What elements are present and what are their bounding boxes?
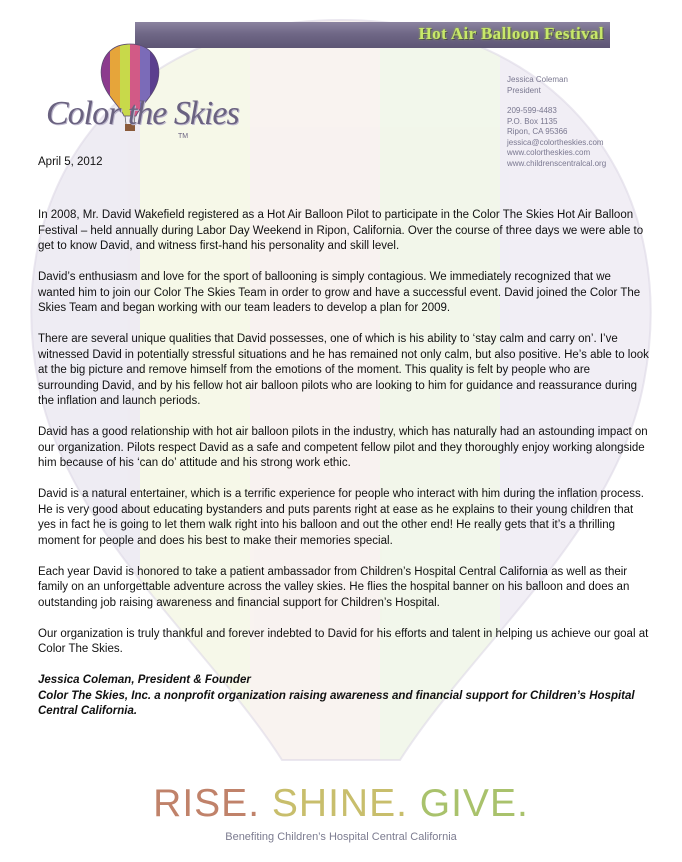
paragraph: Our organization is truly thankful and forever indebted to David for his efforts and talent in helping us achieve our goal at Color The Skies.	[38, 627, 649, 655]
logo-trademark: TM	[178, 133, 189, 140]
slogan-give: GIVE.	[419, 782, 529, 825]
paragraph: David is a natural entertainer, which is a terrific experience for people who interact with him during the inflation process. He is very good about educating bystanders and puts parents right at ease as he explains to their young children that yes in fact he is going to let them walk right into his balloon and out the other end! He really gets that it’s a thrilling moment for people and does his best to make their memories special.	[38, 488, 644, 547]
paragraph: David’s enthusiasm and love for the sport of ballooning is simply contagious. We immediately recognized that we wanted him to join our Color The Skies Team in order to grow and have a successful event. David joined the Color The Skies Team and began working with our team leaders to develop a plan for 2009.	[38, 271, 641, 314]
contact-po-box: P.O. Box 1135	[507, 116, 558, 126]
footer-slogan	[0, 782, 682, 826]
contact-city: Ripon, CA 95366	[507, 127, 568, 136]
contact-phone: 209-599-4483	[507, 106, 557, 115]
contact-website[interactable]: www.colortheskies.com	[507, 148, 591, 157]
slogan-rise: RISE.	[153, 782, 261, 825]
letter-date: April 5, 2012	[38, 156, 103, 168]
contact-name: Jessica Coleman	[507, 75, 568, 84]
paragraph: There are several unique qualities that David possesses, one of which is his ability to ‘stay calm and carry on’. I’ve witnessed David in potentially stressful situations and he has remained not only calm, but also positive. He’s able to look at the big picture and remove himself from the emotions of the moment. This quality is felt by people who are surrounding David, and by his fellow hot air balloon pilots who are looking to him for guidance and reassurance during the inflation and launch periods.	[38, 333, 649, 407]
paragraph: Each year David is honored to take a patient ambassador from Children’s Hospital Central California as well as their family on an unforgettable adventure across the valley skies. He flies the hospital banner on his balloon and does an outstanding job raising awareness and financial support for Children’s Hospital.	[38, 565, 630, 609]
letter-body	[38, 208, 650, 720]
contact-website-childrens[interactable]: www.childrenscentralcal.org	[507, 158, 607, 168]
festival-title: Hot Air Balloon Festival	[418, 24, 604, 43]
signature-block	[38, 673, 650, 720]
paragraph: In 2008, Mr. David Wakefield registered as a Hot Air Balloon Pilot to participate in the Color The Skies Hot Air Balloon Festival – held annually during Labor Day Weekend in Ripon, California. Over the course of three days we were able to get to know David, and witness first-hand his personality and skill level.	[38, 209, 644, 252]
header-band	[135, 22, 610, 48]
signature-name: Jessica Coleman, President & Founder	[38, 674, 251, 686]
slogan-shine: SHINE.	[271, 782, 408, 825]
contact-email[interactable]: jessica@colortheskies.com	[507, 137, 604, 147]
contact-title: President	[507, 85, 541, 95]
logo-wordmark: Color the Skies	[46, 95, 239, 132]
footer-tagline: Benefiting Children’s Hospital Central California	[225, 831, 457, 843]
signature-organization: Color The Skies, Inc. a nonprofit organization raising awareness and financial support for Children’s Hospital Central California.	[38, 689, 635, 717]
paragraph: David has a good relationship with hot air balloon pilots in the industry, which has naturally had an astounding impact on our organization. Pilots respect David as a safe and competent fellow pilot and they thoroughly enjoy working alongside him because of his ‘can do’ attitude and his strong work ethic.	[38, 426, 648, 469]
contact-block	[507, 75, 606, 169]
